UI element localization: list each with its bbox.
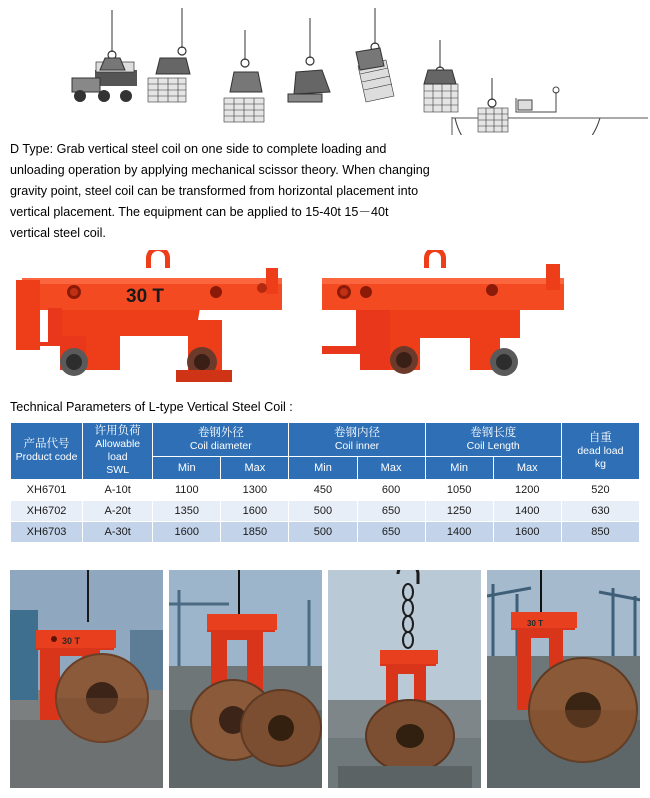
table-row xyxy=(11,522,640,543)
cell-product-code: XH6701 xyxy=(11,480,83,501)
cell-diameter-min: 1600 xyxy=(153,522,221,543)
cell-allowable-load: A-20t xyxy=(83,501,153,522)
technical-parameters-table xyxy=(10,422,640,543)
header-dead-load: 自重 dead load kg xyxy=(561,423,639,480)
cell-inner-max: 650 xyxy=(357,522,425,543)
cell-inner-min: 500 xyxy=(289,501,357,522)
product-description: D Type: Grab vertical steel coil on one side to complete loading and unloading operation by applying mechanical scissor theory. When changing gravity point, steel coil can be transformed from horizontal placement into vertical placement. The equipment can be applied to 15-40t 15－40t vertical steel coil. xyxy=(10,142,430,240)
cell-dead-load: 520 xyxy=(561,480,639,501)
header-diameter-max: Max xyxy=(221,457,289,480)
table-caption: Technical Parameters of L-type Vertical Steel Coil : xyxy=(10,400,293,414)
clamp-product-images xyxy=(0,250,650,390)
application-photo-1 xyxy=(10,570,163,788)
application-photo-3 xyxy=(328,570,481,788)
cell-dead-load: 630 xyxy=(561,501,639,522)
cell-diameter-max: 1300 xyxy=(221,480,289,501)
cell-length-min: 1250 xyxy=(425,501,493,522)
cell-dead-load: 850 xyxy=(561,522,639,543)
cell-product-code: XH6702 xyxy=(11,501,83,522)
table-row xyxy=(11,480,640,501)
table-row xyxy=(11,501,640,522)
header-product-code: 产品代号 Product code xyxy=(11,423,83,480)
clamp-right xyxy=(322,250,564,376)
cell-length-max: 1200 xyxy=(493,480,561,501)
clamp-left xyxy=(16,250,282,382)
application-photo-2 xyxy=(169,570,322,788)
photo-2-graphic xyxy=(169,570,322,788)
cell-diameter-max: 1850 xyxy=(221,522,289,543)
cell-inner-min: 450 xyxy=(289,480,357,501)
cell-allowable-load: A-10t xyxy=(83,480,153,501)
cell-diameter-min: 1350 xyxy=(153,501,221,522)
cell-length-min: 1050 xyxy=(425,480,493,501)
header-allowable-load: 许用负荷 Allowable load SWL xyxy=(83,423,153,480)
clamp-capacity-label-left: 30 T xyxy=(126,286,165,307)
cell-length-max: 1400 xyxy=(493,501,561,522)
photo-3-graphic xyxy=(328,570,481,788)
svg-text:30 T: 30 T xyxy=(62,636,81,646)
header-coil-inner: 卷钢内径 Coil inner xyxy=(289,423,425,457)
header-diameter-min: Min xyxy=(153,457,221,480)
cell-allowable-load: A-30t xyxy=(83,522,153,543)
application-photo-4 xyxy=(487,570,640,788)
header-coil-length: 卷钢长度 Coil Length xyxy=(425,423,561,457)
application-photo-strip xyxy=(10,570,640,788)
header-length-max: Max xyxy=(493,457,561,480)
process-illustration-graphic xyxy=(0,0,650,135)
cell-diameter-min: 1100 xyxy=(153,480,221,501)
process-illustration xyxy=(0,0,650,135)
photo-4-graphic xyxy=(487,570,640,788)
cell-length-min: 1400 xyxy=(425,522,493,543)
cell-product-code: XH6703 xyxy=(11,522,83,543)
cell-inner-max: 650 xyxy=(357,501,425,522)
header-length-min: Min xyxy=(425,457,493,480)
cell-inner-max: 600 xyxy=(357,480,425,501)
cell-length-max: 1600 xyxy=(493,522,561,543)
header-coil-diameter: 卷钢外径 Coil diameter xyxy=(153,423,289,457)
header-inner-min: Min xyxy=(289,457,357,480)
svg-text:30 T: 30 T xyxy=(527,619,544,628)
cell-diameter-max: 1600 xyxy=(221,501,289,522)
photo-1-graphic xyxy=(10,570,163,788)
clamp-images-graphic xyxy=(0,250,650,390)
header-inner-max: Max xyxy=(357,457,425,480)
cell-inner-min: 500 xyxy=(289,522,357,543)
